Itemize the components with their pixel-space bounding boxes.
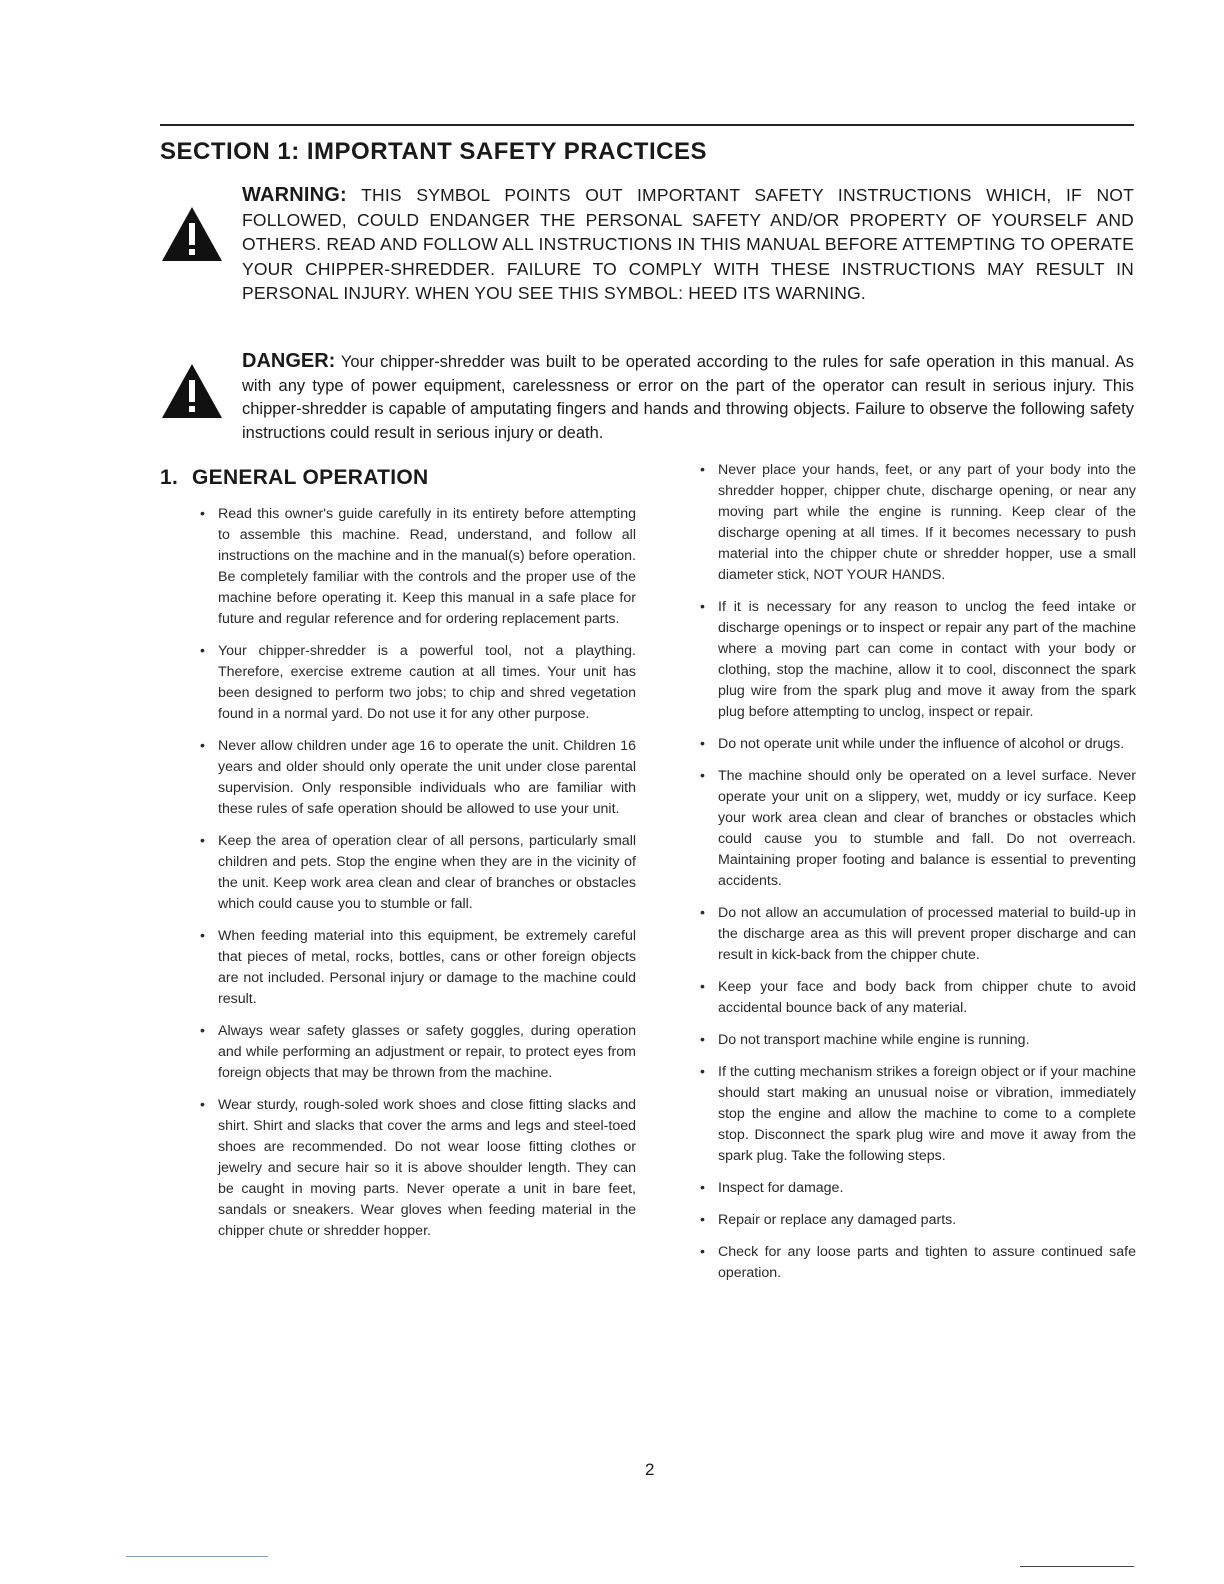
- list-item-text: Keep your face and body back from chipper chute to avoid accidental bounce back of any material.: [718, 979, 1136, 1016]
- top-rule: [160, 124, 1134, 126]
- list-item: [700, 597, 1136, 723]
- bullet-icon: •: [200, 928, 205, 944]
- page-number: 2: [645, 1460, 655, 1479]
- list-item: [700, 1242, 1136, 1284]
- list-item-text: Never allow children under age 16 to operate the unit. Children 16 years and older should only operate the unit under close parental supervision. Only responsible individuals who are familiar with these rules of safe operation should be allowed to use your unit.: [218, 738, 636, 817]
- bullet-icon: •: [200, 738, 205, 754]
- bullet-icon: •: [200, 1097, 205, 1113]
- footer-rule: [1020, 1566, 1134, 1567]
- warning-text-block: [242, 183, 1134, 306]
- list-item: [700, 1030, 1136, 1051]
- list-item: [200, 926, 636, 1010]
- warning-triangle-icon: [160, 362, 224, 420]
- bullet-icon: •: [700, 768, 705, 784]
- list-item: [200, 504, 636, 630]
- list-item: [200, 1095, 636, 1242]
- bullet-icon: •: [200, 643, 205, 659]
- list-item: [700, 1062, 1136, 1167]
- list-item-text: Repair or replace any damaged parts.: [718, 1212, 957, 1228]
- list-item-text: When feeding material into this equipment, be extremely careful that pieces of metal, rocks, bottles, cans or other foreign objects are not included. Personal injury or damage to the machine could result.: [218, 928, 636, 1007]
- bullet-icon: •: [200, 1023, 205, 1039]
- list-item-text: Never place your hands, feet, or any part of your body into the shredder hopper, chipper chute, discharge opening, or near any moving part while the engine is running. Keep clear of the discharge opening at all times. If it becomes necessary to push material into the chipper chute or shredder hopper, use a small diameter stick, NOT YOUR HANDS.: [718, 462, 1136, 583]
- list-item: [700, 977, 1136, 1019]
- bullet-icon: •: [700, 905, 705, 921]
- list-item-text: The machine should only be operated on a level surface. Never operate your unit on a slippery, wet, muddy or icy surface. Keep your work area clean and clear of branches or obstacles which could cause you to stumble and fall. Do not overreach. Maintaining proper footing and balance is essential to preventing accidents.: [718, 768, 1136, 889]
- footer-link-line: [126, 1556, 268, 1557]
- list-item-text: Inspect for damage.: [718, 1180, 844, 1196]
- list-item-text: Wear sturdy, rough-soled work shoes and close fitting slacks and shirt. Shirt and slacks that cover the arms and legs and steel-toed shoes are recommended. Do not wear loose fitting clothes or jewelry and secure hair so it is above shoulder length. They can be caught in moving parts. Never operate a unit in bare feet, sandals or sneakers. Wear gloves when feeding material in the chipper chute or shredder hopper.: [218, 1097, 636, 1239]
- list-item-text: Read this owner's guide carefully in its entirety before attempting to assemble this machine. Read, understand, and follow all instructions on the machine and in the manual(s) before operation. Be completely familiar with the controls and the proper use of the machine before operating it. Keep this manual in a safe place for future and regular reference and for ordering replacement parts.: [218, 506, 636, 627]
- right-bullet-list: [700, 460, 1136, 1284]
- list-item-text: Do not operate unit while under the influence of alcohol or drugs.: [718, 736, 1125, 752]
- list-item: [200, 736, 636, 820]
- list-item: [700, 734, 1136, 755]
- list-item: [700, 1210, 1136, 1231]
- list-item: [700, 460, 1136, 586]
- warning-triangle-icon: [160, 205, 224, 263]
- danger-text-block: [242, 350, 1134, 445]
- left-bullet-list: [200, 504, 636, 1242]
- bullet-icon: •: [700, 1064, 705, 1080]
- danger-label: DANGER:: [242, 350, 336, 372]
- bullet-icon: •: [700, 1180, 705, 1196]
- list-item-text: If the cutting mechanism strikes a foreign object or if your machine should start making an unusual noise or vibration, immediately stop the engine and allow the machine to come to a complete stop. Disconnect the spark plug wire and move it away from the spark plug. Take the following steps.: [718, 1064, 1136, 1164]
- list-item-text: Do not transport machine while engine is running.: [718, 1032, 1030, 1048]
- list-item-text: Keep the area of operation clear of all persons, particularly small children and pets. Stop the engine when they are in the vicinity of the unit. Keep work area clean and clear of branches or obstacles which could cause you to stumble or fall.: [218, 833, 636, 912]
- list-item: [200, 641, 636, 725]
- bullet-icon: •: [700, 1244, 705, 1260]
- list-item: [200, 1021, 636, 1084]
- general-operation-heading: [160, 466, 636, 490]
- heading-text: GENERAL OPERATION: [192, 466, 429, 489]
- list-item-text: If it is necessary for any reason to unclog the feed intake or discharge openings or to inspect or repair any part of the machine where a moving part can come in contact with your body or clothing, stop the machine, allow it to cool, disconnect the spark plug wire from the spark plug and move it away from the spark plug before attempting to unclog, inspect or repair.: [718, 599, 1136, 720]
- list-item: [200, 831, 636, 915]
- warning-label: WARNING:: [242, 184, 347, 206]
- warning-notice: [160, 183, 1134, 306]
- bullet-icon: •: [700, 979, 705, 995]
- list-item-text: Always wear safety glasses or safety goggles, during operation and while performing an adjustment or repair, to protect eyes from foreign objects that may be thrown from the machine.: [218, 1023, 636, 1081]
- warning-body: THIS SYMBOL POINTS OUT IMPORTANT SAFETY INSTRUCTIONS WHICH, IF NOT FOLLOWED, COULD ENDANGER THE PERSONAL SAFETY AND/OR PROPERTY OF YOURSELF AND OTHERS. READ AND FOLLOW ALL INSTRUCTIONS IN THIS MANUAL BEFORE ATTEMPTING TO OPERATE YOUR CHIPPER-SHREDDER. FAILURE TO COMPLY WITH THESE INSTRUCTIONS MAY RESULT IN PERSONAL INJURY. WHEN YOU SEE THIS SYMBOL: HEED ITS WARNING.: [242, 185, 1134, 303]
- right-column: [700, 460, 1136, 1295]
- list-item-text: Your chipper-shredder is a powerful tool, not a plaything. Therefore, exercise extreme caution at all times. Your unit has been designed to perform two jobs; to chip and shred vegetation found in a normal yard. Do not use it for any other purpose.: [218, 643, 636, 722]
- bullet-icon: •: [700, 1212, 705, 1228]
- danger-body: Your chipper-shredder was built to be operated according to the rules for safe operation in this manual. As with any type of power equipment, carelessness or error on the part of the operator can result in serious injury. This chipper-shredder is capable of amputating fingers and hands and throwing objects. Failure to observe the following safety instructions could result in serious injury or death.: [242, 353, 1134, 442]
- bullet-icon: •: [700, 736, 705, 752]
- list-item: [700, 766, 1136, 892]
- bullet-icon: •: [700, 1032, 705, 1048]
- danger-notice: [160, 350, 1134, 445]
- left-column: [160, 466, 636, 1253]
- bullet-icon: •: [200, 506, 205, 522]
- bullet-icon: •: [700, 462, 705, 478]
- bullet-icon: •: [200, 833, 205, 849]
- bullet-icon: •: [700, 599, 705, 615]
- section-title: SECTION 1: IMPORTANT SAFETY PRACTICES: [160, 138, 707, 165]
- list-item: [700, 1178, 1136, 1199]
- list-item: [700, 903, 1136, 966]
- list-item-text: Check for any loose parts and tighten to assure continued safe operation.: [718, 1244, 1136, 1281]
- heading-number: 1.: [160, 466, 179, 489]
- list-item-text: Do not allow an accumulation of processed material to build-up in the discharge area as this will prevent proper discharge and can result in kick-back from the chipper chute.: [718, 905, 1136, 963]
